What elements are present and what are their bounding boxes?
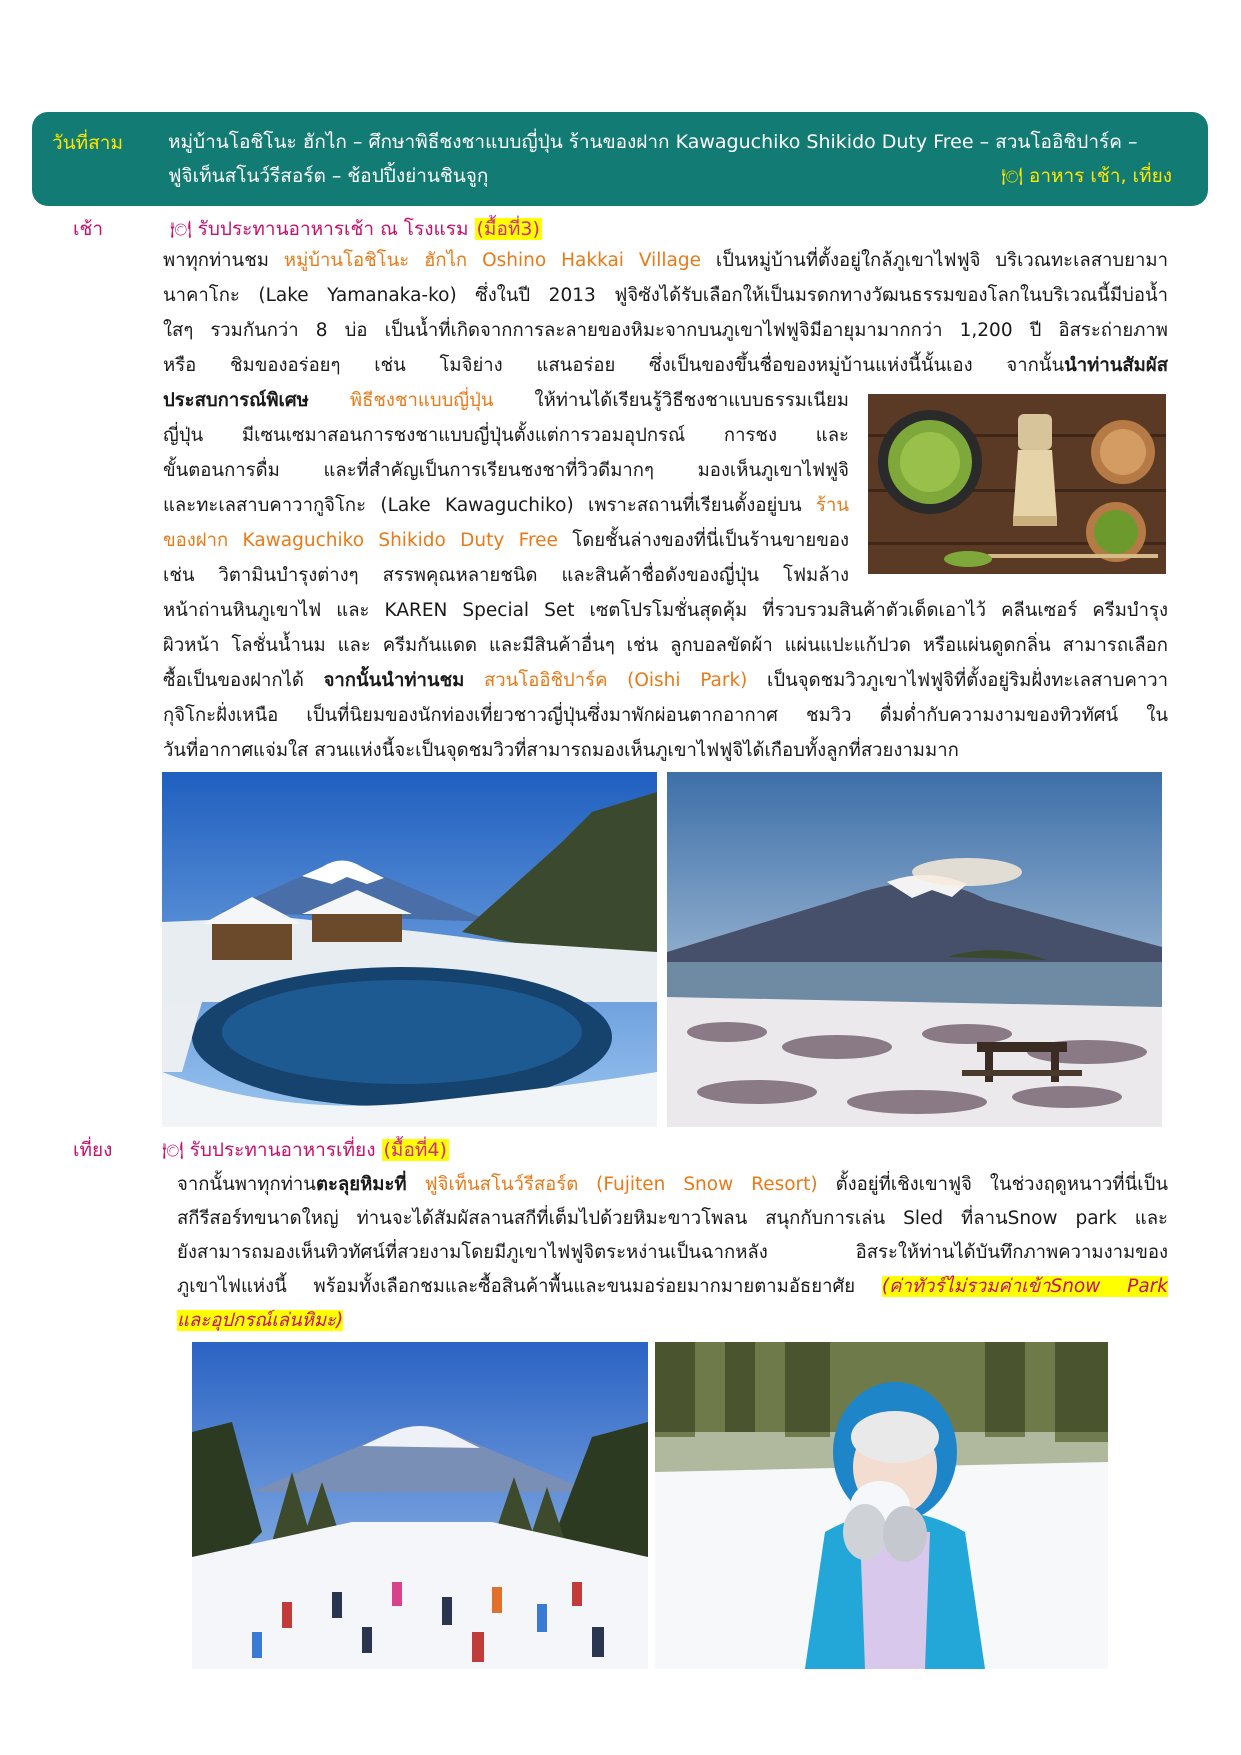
oshino-hakkai-photo bbox=[162, 772, 657, 1127]
itinerary-line-2: ฟูจิเท็นสโนว์รีสอร์ต – ช้อปปิ้งย่านชินจูกุ bbox=[168, 165, 489, 187]
morning-line-13: ซื้อเป็นของฝากได้ จากนั้นนำท่านชม สวนโออิชิปาร์ค (Oishi Park) เป็นจุดชมวิวภูเขาไฟฟูจิที่ตั้งอยู่ริมฝั่งทะเลสาบคาวา bbox=[163, 670, 1168, 691]
noon-line-4: ภูเขาไฟแห่งนี้ พร้อมทั้งเลือกชมและซื้อสินค้าพื้นและขนมอร่อยมากมายตามอัธยาศัย (ค่าทัวร์ไม่รวมค่าเข้าSnow Park bbox=[177, 1276, 1168, 1297]
breakfast-text: รับประทานอาหารเช้า ณ โรงแรม bbox=[197, 218, 469, 240]
lunch-text: รับประทานอาหารเที่ยง bbox=[189, 1139, 376, 1161]
morning-line-3: ใสๆ รวมกันกว่า 8 บ่อ เป็นน้ำที่เกิดจากการละลายของหิมะจากบนภูเขาไฟฟูจิมีอายุมามากกว่า 1,200 ปี อิสระถ่ายภาพ bbox=[163, 320, 1168, 341]
morning-label: เช้า bbox=[73, 218, 104, 240]
noon-label: เที่ยง bbox=[73, 1139, 113, 1161]
noon-line-2: สกีรีสอร์ทขนาดใหญ่ ท่านจะได้สัมผัสลานสกีที่เต็มไปด้วยหิมะขาวโพลน สนุกกับการเล่น Sled ที่ลานSnow park และ bbox=[177, 1208, 1168, 1229]
meals-text: อาหาร เช้า, เที่ยง bbox=[1028, 165, 1172, 187]
lunch-line bbox=[162, 1135, 449, 1165]
noon-line-5: และอุปกรณ์เล่นหิมะ) bbox=[177, 1310, 344, 1331]
dish-icon: 🍽 bbox=[162, 1141, 184, 1161]
day-banner bbox=[32, 112, 1208, 206]
not-included-note: (ค่าทัวร์ไม่รวมค่าเข้าSnow Park bbox=[881, 1276, 1168, 1297]
dish-icon: 🍽 bbox=[1001, 167, 1023, 187]
dish-icon: 🍽 bbox=[170, 220, 192, 240]
itinerary-line-1: หมู่บ้านโอชิโนะ ฮักไก – ศึกษาพิธีชงชาแบบญี่ปุ่น ร้านของฝาก Kawaguchiko Shikido Duty Free – สวนโออิชิปาร์ค – bbox=[168, 131, 1138, 153]
breakfast-line bbox=[170, 214, 542, 244]
meals-summary bbox=[1001, 161, 1172, 191]
morning-line-8: และทะเลสาบคาวากูจิโกะ (Lake Kawaguchiko) เพราะสถานที่เรียนตั้งอยู่บน ร้าน bbox=[163, 495, 849, 516]
oishi-park-photo bbox=[667, 772, 1162, 1127]
morning-line-1: พาทุกท่านชม หมู่บ้านโอชิโนะ ฮักไก Oshino Hakkai Village เป็นหมู่บ้านที่ตั้งอยู่ใกล้ภูเขาไฟฟูจิ บริเวณทะเลสาบยามา bbox=[163, 250, 1168, 271]
meal-number: (มื้อที่4) bbox=[383, 1139, 447, 1161]
morning-line-12: ผิวหน้า โลชั่นน้ำนม และ ครีมกันแดด และมีสินค้าอื่นๆ เช่น ลูกบอลขัดผ้า แผ่นแปะแก้ปวด หรือแผ่นดูดกลิ่น สามารถเลือก bbox=[163, 635, 1168, 656]
morning-line-7: ขั้นตอนการดื่ม และที่สำคัญเป็นการเรียนชงชาที่วิวดีมากๆ มองเห็นภูเขาไฟฟูจิ bbox=[163, 460, 849, 481]
child-eating-snow-photo bbox=[655, 1342, 1108, 1669]
morning-line-9: ของฝาก Kawaguchiko Shikido Duty Free โดยชั้นล่างของที่นี่เป็นร้านขายของ bbox=[163, 530, 849, 551]
noon-line-3: ยังสามารถมองเห็นทิวทัศน์ที่สวยงามโดยมีภูเขาไฟฟูจิตระหง่านเป็นฉากหลัง อิสระให้ท่านได้บันทึกภาพความงามของ bbox=[177, 1242, 1168, 1263]
morning-line-5: ประสบการณ์พิเศษ พิธีชงชาแบบญี่ปุ่น ให้ท่านได้เรียนรู้วิธีชงชาแบบธรรมเนียม bbox=[163, 390, 849, 411]
meal-number: (มื้อที่3) bbox=[476, 218, 540, 240]
morning-line-6: ญี่ปุ่น มีเซนเซมาสอนการชงชาแบบญี่ปุ่นตั้งแต่การวอมอุปกรณ์ การชง และ bbox=[163, 425, 849, 446]
morning-line-11: หน้าถ่านหินภูเขาไฟ และ KAREN Special Set เซตโปรโมชั่นสุดคุ้ม ที่รวบรวมสินค้าตัวเด็ดเอาไว้ คลีนเซอร์ ครีมบำรุง bbox=[163, 600, 1168, 621]
noon-line-1: จากนั้นพาทุกท่านตะลุยหิมะที่ ฟูจิเท็นสโนว์รีสอร์ต (Fujiten Snow Resort) ตั้งอยู่ที่เชิงเขาฟูจิ ในช่วงฤดูหนาวที่นี่เป็น bbox=[177, 1174, 1168, 1195]
day-label: วันที่สาม bbox=[52, 132, 123, 154]
matcha-tea-photo bbox=[868, 394, 1166, 574]
fujiten-ski-slope-photo bbox=[192, 1342, 648, 1669]
morning-line-4: หรือ ชิมของอร่อยๆ เช่น โมจิย่าง แสนอร่อย ซึ่งเป็นของขึ้นชื่อของหมู่บ้านแห่งนี้นั้นเอง จากนั้นนำท่านสัมผัส bbox=[163, 355, 1168, 376]
oshino-link-text: หมู่บ้านโอชิโนะ ฮักไก Oshino Hakkai Village bbox=[283, 250, 701, 271]
morning-line-2: นาคาโกะ (Lake Yamanaka-ko) ซึ่งในปี 2013 ฟูจิซังได้รับเลือกให้เป็นมรดกทางวัฒนธรรมของโลกในบริเวณนี้มีบ่อน้ำ bbox=[163, 285, 1168, 306]
morning-line-15: วันที่อากาศแจ่มใส สวนแห่งนี้จะเป็นจุดชมวิวที่สามารถมองเห็นภูเขาไฟฟูจิได้เกือบทั้งลูกที่สวยงามมาก bbox=[163, 740, 959, 761]
morning-line-14: กุจิโกะฝั่งเหนือ เป็นที่นิยมของนักท่องเที่ยวชาวญี่ปุ่นซึ่งมาพักผ่อนตากอากาศ ชมวิว ดื่มด่ำกับความงามของทิวทัศน์ ใน bbox=[163, 705, 1168, 726]
morning-line-10: เช่น วิตามินบำรุงต่างๆ สรรพคุณหลายชนิด และสินค้าชื่อดังของญี่ปุ่น โฟมล้าง bbox=[163, 565, 849, 586]
